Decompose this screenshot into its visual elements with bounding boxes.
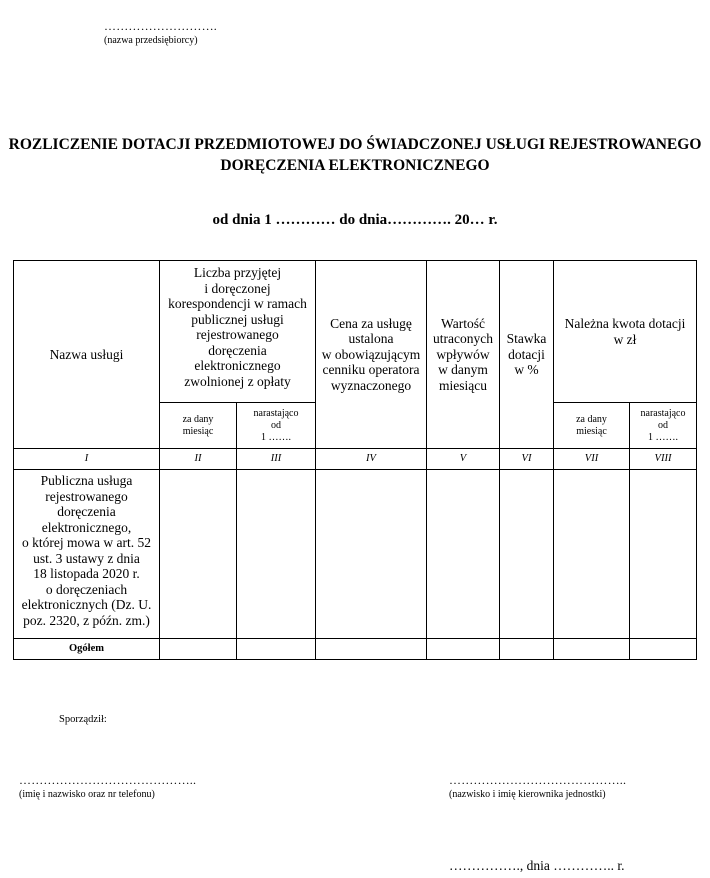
header-service-name: Nazwa usługi — [14, 261, 160, 449]
manager-signature-label: (nazwisko i imię kierownika jednostki) — [449, 789, 606, 800]
subheader-count-month: za dany miesiąc — [160, 403, 237, 449]
total-cell[interactable] — [427, 639, 500, 660]
header-lost-revenue: Wartość utraconych wpływów w danym miesiącu — [427, 261, 500, 449]
place-date-line: ……………., dnia ………….. r. — [449, 858, 625, 873]
total-cell[interactable] — [500, 639, 554, 660]
period-line: od dnia 1 ………… do dnia…………. 20… r. — [212, 212, 498, 228]
header-subsidy-rate: Stawka dotacji w % — [500, 261, 554, 449]
total-label: Ogółem — [14, 639, 160, 660]
total-cell[interactable] — [554, 639, 630, 660]
count-month-cell[interactable] — [160, 470, 237, 639]
column-number: VIII — [630, 449, 697, 470]
column-number: V — [427, 449, 500, 470]
preparer-signature-dots: …………………………………….. — [19, 773, 197, 787]
header-price: Cena za usługę ustalona w obowiązującym cenniku operatora wyznaczonego — [316, 261, 427, 449]
column-number: III — [237, 449, 316, 470]
total-cell[interactable] — [630, 639, 697, 660]
count-cumulative-cell[interactable] — [237, 470, 316, 639]
subheader-count-cumulative: narastająco od 1 ……. — [237, 403, 316, 449]
total-cell[interactable] — [237, 639, 316, 660]
column-number: II — [160, 449, 237, 470]
amount-cumulative-cell[interactable] — [630, 470, 697, 639]
preparer-signature-label: (imię i nazwisko oraz nr telefonu) — [19, 789, 155, 800]
column-number: VI — [500, 449, 554, 470]
column-number: VII — [554, 449, 630, 470]
amount-month-cell[interactable] — [554, 470, 630, 639]
company-name-label: (nazwa przedsiębiorcy) — [104, 35, 198, 46]
document-title-line-2: DORĘCZENIA ELEKTRONICZNEGO — [220, 157, 490, 174]
subsidy-rate-cell[interactable] — [500, 470, 554, 639]
total-cell[interactable] — [316, 639, 427, 660]
header-correspondence-count: Liczba przyjętej i doręczonej korespondencji w ramach publicznej usługi rejestrowanego doręczenia elektronicznego zwolnionej z opłaty — [160, 261, 316, 403]
header-subsidy-amount: Należna kwota dotacji w zł — [554, 261, 697, 403]
total-cell[interactable] — [160, 639, 237, 660]
lost-revenue-cell[interactable] — [427, 470, 500, 639]
service-name-cell: Publiczna usługa rejestrowanego doręczenia elektronicznego, o której mowa w art. 52 ust. 3 ustawy z dnia 18 listopada 2020 r. o doręczeniach elektronicznych (Dz. U. poz. 2320, z późn. zm.) — [14, 470, 160, 639]
settlement-table — [13, 260, 697, 660]
document-title-line-1: ROZLICZENIE DOTACJI PRZEDMIOTOWEJ DO ŚWIADCZONEJ USŁUGI REJESTROWANEGO — [8, 136, 702, 153]
subheader-amount-cumulative: narastająco od 1 ……. — [630, 403, 697, 449]
document-title — [0, 134, 710, 176]
company-name-dots: ………………………. — [104, 19, 217, 33]
column-number: IV — [316, 449, 427, 470]
column-number: I — [14, 449, 160, 470]
manager-signature-dots: …………………………………….. — [449, 773, 627, 787]
price-cell[interactable] — [316, 470, 427, 639]
prepared-by-label: Sporządził: — [59, 714, 107, 725]
subheader-amount-month: za dany miesiąc — [554, 403, 630, 449]
